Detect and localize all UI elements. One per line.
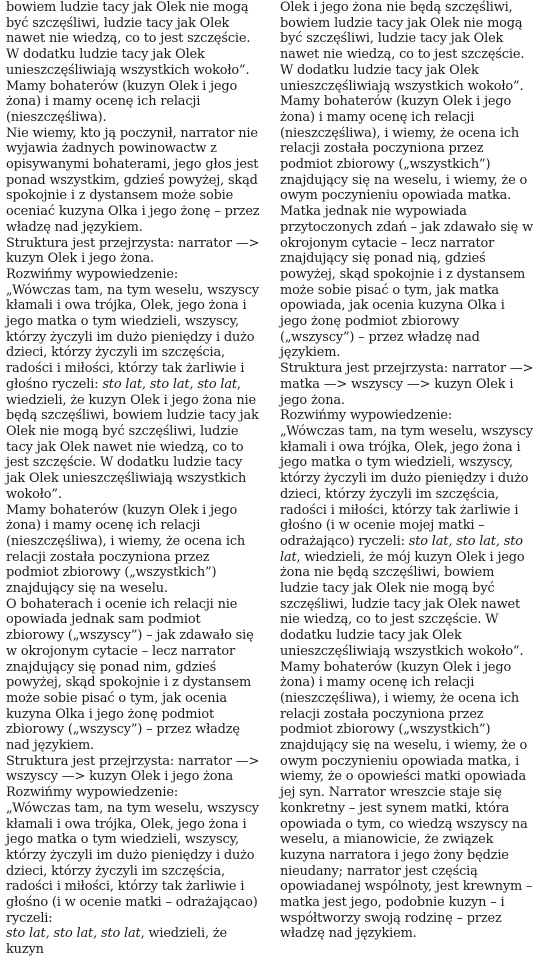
quote-paragraph [6, 283, 262, 503]
quote-text: , wiedzieli, że kuzyn Olek i jego żona nie będą szczęśliwi, bowiem ludzie tacy jak Olek nie mogą być szczęśliwi, ludzie tacy jak Olek nawet nie wiedzą, co to jest szczęście. W dodatku ludzie tacy jak Olek unieszczęśliwiają wszystkich wokoło”. [6, 376, 259, 502]
quote-paragraph [6, 801, 262, 958]
paragraph: Struktura jest przejrzysta: narrator —> matka —> wszyscy —> kuzyn Olek i jego żona. [280, 361, 534, 408]
quote-text: , wiedzieli, że kuzyn [6, 926, 227, 958]
quote-text: „Wówczas tam, na tym weselu, wszyscy kłamali i owa trójka, Olek, jego żona i jego matka o tym wiedzieli, wszyscy, którzy życzyli im dużo pieniędzy i dużo dzieci, którzy życzyli im szczęścia, radości i miłości, którzy tak żarliwie i głośno (i w ocenie mojej matki – odrażająco) ryczeli: [280, 423, 533, 549]
quote-text: , wiedzieli, że mój kuzyn Olek i jego żona nie będą szczęśliwi, bowiem ludzie tacy jak Olek nie mogą być szczęśliwi, ludzie tacy jak Olek nawet nie wiedzą, co to jest szczęście. W dodatku ludzie tacy jak Olek unieszczęśliwiają wszystkich wokoło”. [280, 549, 525, 659]
paragraph: Rozwińmy wypowiedzenie: [6, 785, 179, 801]
paragraph: Struktura jest przejrzysta: narrator —> wszyscy —> kuzyn Olek i jego żona [6, 753, 260, 785]
paragraph: Rozwińmy wypowiedzenie: [6, 266, 179, 282]
paragraph: Mamy bohaterów (kuzyn Olek i jego żona) i mamy ocenę ich relacji (nieszczęśliwa). [6, 78, 238, 125]
paragraph: Mamy bohaterów (kuzyn Olek i jego żona) i mamy ocenę ich relacji (nieszczęśliwa), i wiemy, że ocena ich relacji została poczyniona przez podmiot zbiorowy („wszystkich”) znajdujący się na weselu, i wiemy, że o owym poczynieniu opowiada matka, i wiemy, że o opowieści matki opowiada jej syn. Narrator wreszcie staje się konkretny – jest synem matki, która opowiada o tym, co wiedzą wszyscy na weselu, a mianowicie, że związek kuzyna narratora i jego żony będzie nieudany; narrator jest częścią opowiadanej wspólnoty, jest krewnym – matka jest jego, podobnie kuzyn – i współtworzy swoją rodzinę – przez władzę nad językiem. [280, 659, 533, 942]
paragraph: Rozwińmy wypowiedzenie: [280, 408, 453, 424]
paragraph: Mamy bohaterów (kuzyn Olek i jego żona) i mamy ocenę ich relacji (nieszczęśliwa), i wiemy, że ocena ich relacji została poczyniona przez podmiot zbiorowy („wszystkich”) znajdujący się na weselu. [6, 502, 246, 597]
paragraph: Struktura jest przejrzysta: narrator —> kuzyn Olek i jego żona. [6, 235, 260, 267]
quote-text: „Wówczas tam, na tym weselu, wszyscy kłamali i owa trójka, Olek, jego żona i jego matka o tym wiedzieli, wszyscy, którzy życzyli im dużo pieniędzy i dużo dzieci, którzy życzyli im szczęścia, radości i miłości, którzy tak żarliwie i głośno (i w ocenie matki – odrażającao) ryczeli: [6, 800, 259, 926]
quote-italic-text: sto lat, sto lat, sto lat [6, 926, 141, 942]
quote-italic-text: sto lat, sto lat, sto lat [102, 376, 237, 392]
quote-paragraph [280, 424, 534, 660]
quote-italic-text: sto lat, sto lat, sto lat [280, 533, 523, 565]
quote-text: „Wówczas tam, na tym weselu, wszyscy kłamali i owa trójka, Olek, jego żona i jego matka o tym wiedzieli, wszyscy, którzy życzyli im dużo pieniędzy i dużo dzieci, którzy życzyli im szczęścia, radości i miłości, którzy tak żarliwie i głośno ryczeli: [6, 282, 259, 392]
paragraph: Nie wiemy, kto ją poczynił, narrator nie wyjawia żadnych powinowactw z opisywanymi bohaterami, jego głos jest ponad wszystkim, gdzieś powyżej, skąd spokojnie i z dystansem może sobie oceniać kuzyna Olka i jego żonę – przez władzę nad językiem. [6, 125, 260, 235]
paragraph: O bohaterach i ocenie ich relacji nie opowiada jednak sam podmiot zbiorowy („wszyscy”) – jak zdawało się w okrojonym cytacie – lecz narrator znajdujący się ponad nim, gdzieś powyżej, skąd spokojnie i z dystansem może sobie pisać o tym, jak ocenia kuzyna Olka i jego żonę podmiot zbiorowy („wszyscy”) – przez władzę nad językiem. [6, 596, 254, 754]
right-text-column [270, 0, 534, 942]
paragraph: Olek i jego żona nie będą szczęśliwi, bowiem ludzie tacy jak Olek nie mogą być szczęśliwi, ludzie tacy jak Olek nawet nie wiedzą, co to jest szczęście. W dodatku ludzie tacy jak Olek unieszczęśliwiają wszystkich wokoło”. [280, 0, 525, 94]
left-text-column [6, 0, 270, 958]
paragraph: bowiem ludzie tacy jak Olek nie mogą być szczęśliwi, ludzie tacy jak Olek nawet nie wiedzą, co to jest szczęście. W dodatku ludzie tacy jak Olek unieszczęśliwiają wszystkich wokoło”. [6, 0, 251, 78]
paragraph: Mamy bohaterów (kuzyn Olek i jego żona) i mamy ocenę ich relacji (nieszczęśliwa), i wiemy, że ocena ich relacji została poczyniona przez podmiot zbiorowy („wszystkich”) znajdujący się na weselu, i wiemy, że o owym poczynieniu opowiada matka. Matka jednak nie wypowiada przytoczonych zdań – jak zdawało się w okrojonym cytacie – lecz narrator znajdujący się ponad nią, gdzieś powyżej, skąd spokojnie i z dystansem może sobie pisać o tym, jak matka opowiada, jak ocenia kuzyna Olka i jego żonę podmiot zbiorowy („wszyscy”) – przez władzę nad językiem. [280, 94, 533, 361]
